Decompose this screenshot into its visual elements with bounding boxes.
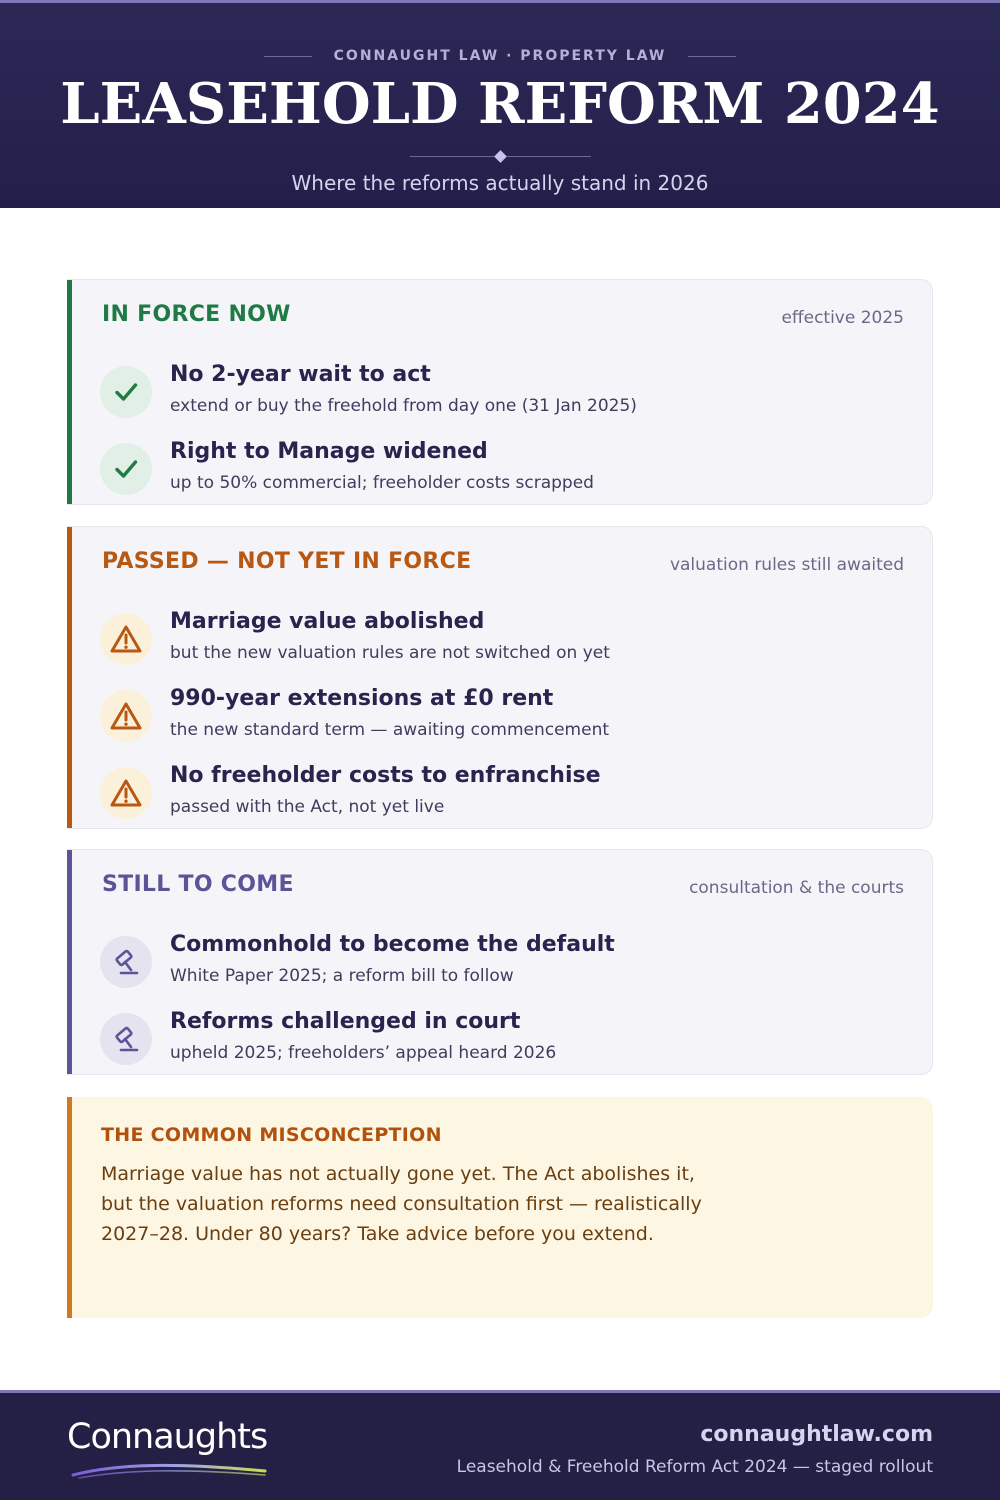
section-title: PASSED — NOT YET IN FORCE (102, 549, 472, 574)
gavel-icon (100, 936, 152, 988)
item-description: the new standard term — awaiting commencement (170, 720, 610, 740)
item-title: 990-year extensions at £0 rent (170, 686, 554, 711)
page-title: LEASEHOLD REFORM 2024 (60, 71, 940, 137)
check-icon (100, 366, 152, 418)
item-description: passed with the Act, not yet live (170, 797, 445, 817)
item-title: No 2-year wait to act (170, 362, 431, 387)
footer (0, 1390, 1000, 1500)
website-link[interactable]: connaughtlaw.com (700, 1422, 933, 1447)
misconception-callout (67, 1097, 933, 1318)
eyebrow-text: CONNAUGHT LAW · PROPERTY LAW (333, 48, 667, 64)
header-banner (0, 0, 1000, 208)
section-title: IN FORCE NOW (102, 302, 291, 327)
section-note: valuation rules still awaited (669, 555, 904, 575)
list-item (100, 362, 900, 422)
item-title: Marriage value abolished (170, 609, 485, 634)
divider-diamond-icon (494, 150, 507, 163)
title-divider (0, 152, 1000, 161)
section-accent-bar (67, 850, 72, 1074)
callout-title: THE COMMON MISCONCEPTION (101, 1124, 442, 1146)
logo-swoosh-icon (69, 1461, 269, 1481)
page-subtitle: Where the reforms actually stand in 2026 (291, 171, 709, 195)
item-title: No freeholder costs to enfranchise (170, 763, 601, 788)
item-description: but the new valuation rules are not switched on yet (170, 643, 610, 663)
eyebrow-rule-left (264, 56, 312, 57)
section-note: consultation & the courts (689, 878, 904, 898)
divider-rule-left (410, 156, 494, 157)
section-accent-bar (67, 280, 72, 504)
section-note: effective 2025 (781, 308, 904, 328)
warning-icon (100, 767, 152, 819)
list-item (100, 439, 900, 499)
section-in-force-now (67, 279, 933, 505)
section-accent-bar (67, 527, 72, 828)
item-description: White Paper 2025; a reform bill to follow (170, 966, 514, 986)
list-item (100, 1009, 900, 1069)
item-title: Commonhold to become the default (170, 932, 615, 957)
list-item (100, 763, 900, 823)
brand-logo (67, 1417, 287, 1477)
callout-accent-bar (67, 1097, 72, 1318)
section-still-to-come (67, 849, 933, 1075)
item-description: up to 50% commercial; freeholder costs scrapped (170, 473, 594, 493)
footer-act-caption: Leasehold & Freehold Reform Act 2024 — staged rollout (456, 1457, 933, 1477)
gavel-icon (100, 1013, 152, 1065)
warning-icon (100, 613, 152, 665)
item-description: upheld 2025; freeholders’ appeal heard 2026 (170, 1043, 557, 1063)
divider-rule-right (507, 156, 591, 157)
item-description: extend or buy the freehold from day one (31 Jan 2025) (170, 396, 637, 416)
logo-wordmark: Connaughts (67, 1417, 268, 1457)
check-icon (100, 443, 152, 495)
section-passed-not-in-force (67, 526, 933, 829)
item-title: Reforms challenged in court (170, 1009, 521, 1034)
list-item (100, 686, 900, 746)
eyebrow-row (0, 48, 1000, 64)
callout-body: Marriage value has not actually gone yet. The Act abolishes it, but the valuation reforms need consultation first — realistically 2027–28. Under 80 years? Take advice before you extend. (101, 1163, 702, 1245)
warning-icon (100, 690, 152, 742)
list-item (100, 932, 900, 992)
section-title: STILL TO COME (102, 872, 294, 897)
list-item (100, 609, 900, 669)
eyebrow-rule-right (688, 56, 736, 57)
item-title: Right to Manage widened (170, 439, 488, 464)
